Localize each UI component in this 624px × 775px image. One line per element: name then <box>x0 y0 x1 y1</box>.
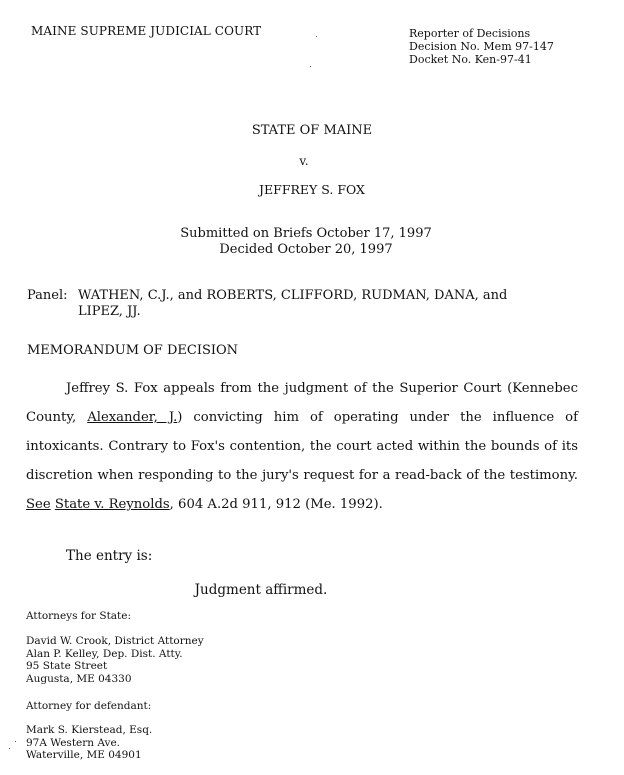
judge-name: Alexander, J. <box>87 410 178 425</box>
scan-speck <box>9 748 10 749</box>
docket-number: Docket No. Ken-97-41 <box>409 53 532 66</box>
see-signal: See <box>26 497 51 512</box>
citation: , 604 A.2d 911, 912 (Me. 1992). <box>169 497 383 512</box>
caption-defendant: JEFFREY S. FOX <box>259 182 365 197</box>
attorney-defendant-block <box>26 724 152 762</box>
reporter-line: Reporter of Decisions <box>409 27 531 40</box>
reporter-block <box>409 27 554 66</box>
attorneys-state-label: Attorneys for State: <box>26 610 132 622</box>
attorney-line: Waterville, ME 04901 <box>26 749 142 761</box>
case-name: State v. Reynolds <box>54 497 170 512</box>
judgment: Judgment affirmed. <box>194 582 328 598</box>
scan-speck <box>15 741 16 742</box>
attorney-defendant-label: Attorney for defendant: <box>26 700 152 712</box>
caption-plaintiff: STATE OF MAINE <box>251 123 373 138</box>
attorney-line: 95 State Street <box>26 660 108 672</box>
panel-line-2: LIPEZ, JJ. <box>78 304 141 319</box>
body-text-2: ) convicting him of operating under the influence of intoxicants. Contrary to Fox's contention, the court acted within the bounds of its discretion when responding to the jury's request for a read-back of the testimony. <box>26 410 578 483</box>
caption-versus: v. <box>299 154 309 168</box>
court-name: MAINE SUPREME JUDICIAL COURT <box>31 24 262 38</box>
attorney-line: Mark S. Kierstead, Esq. <box>26 724 153 736</box>
entry-label: The entry is: <box>66 548 153 564</box>
attorney-line: David W. Crook, District Attorney <box>26 635 204 647</box>
scan-speck <box>310 66 311 67</box>
body-text-1: Jeffrey S. Fox appeals from the judgment of the Superior Court (Kennebec County, <box>26 381 578 425</box>
case-dates <box>0 226 612 258</box>
attorney-line: Alan P. Kelley, Dep. Dist. Atty. <box>26 647 183 660</box>
panel-label: Panel: <box>27 288 68 303</box>
submitted-date: Submitted on Briefs October 17, 1997 <box>180 226 432 241</box>
decision-body <box>26 374 578 519</box>
attorney-line: 97A Western Ave. <box>26 736 121 749</box>
memo-title: MEMORANDUM OF DECISION <box>27 343 239 358</box>
attorney-line: Augusta, ME 04330 <box>26 672 132 685</box>
attorneys-state-block <box>26 635 204 685</box>
decision-number: Decision No. Mem 97-147 <box>409 40 554 53</box>
panel-block <box>27 288 587 320</box>
scan-speck <box>316 36 317 37</box>
panel-line-1: WATHEN, C.J., and ROBERTS, CLIFFORD, RUDMAN, DANA, and <box>78 288 508 303</box>
decided-date: Decided October 20, 1997 <box>219 242 393 257</box>
